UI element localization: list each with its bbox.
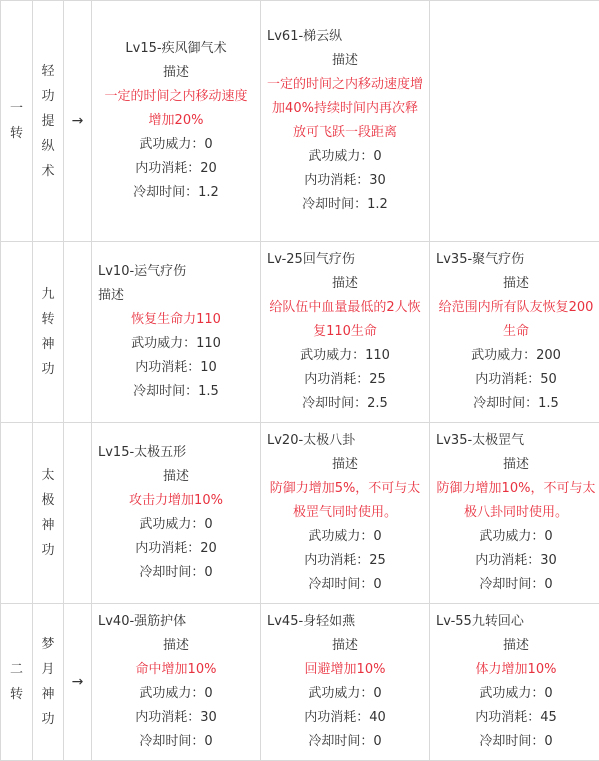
school-cell: [33, 1, 64, 242]
skill-cost: 内功消耗：30: [267, 169, 423, 193]
desc-label: 描述: [98, 465, 254, 489]
school-name: 太极神功: [41, 463, 55, 563]
desc-label: 描述: [100, 61, 252, 85]
skill-cooldown: 冷却时间：0: [267, 573, 423, 597]
desc-label: 描述: [267, 453, 423, 477]
skill-desc: 一定的时间之内移动速度增加20%: [100, 85, 252, 133]
arrow-cell: [64, 604, 92, 761]
skill-desc: 攻击力增加10%: [98, 489, 254, 513]
skill-cost: 内功消耗：30: [436, 549, 596, 573]
school-cell: [33, 242, 64, 423]
skill-power: 武功威力：0: [98, 513, 254, 537]
table-row: [1, 423, 599, 604]
table-row: [1, 242, 599, 423]
rank-label: 二转: [10, 657, 24, 707]
skill-name: Lv15-太极五形: [98, 441, 254, 465]
arrow-cell: [64, 242, 92, 423]
skill-name: Lv35-聚气疗伤: [436, 248, 596, 272]
skill-name: Lv61-梯云纵: [267, 25, 423, 49]
skill-power: 武功威力：0: [98, 682, 254, 706]
skill-desc: 给队伍中血量最低的2人恢复110生命: [267, 296, 423, 344]
school-name: 轻功提纵术: [41, 59, 55, 184]
skill-cooldown: 冷却时间：1.2: [100, 181, 252, 205]
skill-power: 武功威力：0: [436, 525, 596, 549]
skill-name: Lv40-强筋护体: [98, 610, 254, 634]
skill-cooldown: 冷却时间：2.5: [267, 392, 423, 416]
desc-label: 描述: [436, 453, 596, 477]
skill-cell: [92, 423, 261, 604]
skill-desc: 恢复生命力110: [98, 308, 254, 332]
rank-cell: [1, 242, 33, 423]
skill-name: Lv15-疾风御气术: [100, 37, 252, 61]
skill-cell: [261, 1, 430, 242]
skill-cooldown: 冷却时间：1.5: [98, 380, 254, 404]
skill-cell: [92, 1, 261, 242]
skill-cell: [261, 604, 430, 761]
skill-cost: 内功消耗：20: [100, 157, 252, 181]
desc-label: 描述: [267, 634, 423, 658]
arrow-icon: →: [72, 674, 84, 690]
skill-desc: 回避增加10%: [267, 658, 423, 682]
arrow-cell: [64, 423, 92, 604]
rank-cell: [1, 423, 33, 604]
desc-label: 描述: [436, 272, 596, 296]
skill-name: Lv-25回气疗伤: [267, 248, 423, 272]
skill-name: Lv20-太极八卦: [267, 429, 423, 453]
skill-cell: [430, 242, 599, 423]
table-row: [1, 604, 599, 761]
rank-cell: [1, 604, 33, 761]
skill-cost: 内功消耗：25: [267, 549, 423, 573]
skill-power: 武功威力：0: [267, 525, 423, 549]
skill-cost: 内功消耗：40: [267, 706, 423, 730]
skill-desc: 体力增加10%: [436, 658, 596, 682]
desc-label: 描述: [267, 272, 423, 296]
skill-cooldown: 冷却时间：0: [98, 730, 254, 754]
skill-cooldown: 冷却时间：0: [436, 730, 596, 754]
skill-cost: 内功消耗：45: [436, 706, 596, 730]
desc-label: 描述: [436, 634, 596, 658]
skill-desc: 防御力增加5%，不可与太极罡气同时使用。: [267, 477, 423, 525]
skill-power: 武功威力：200: [436, 344, 596, 368]
school-name: 九转神功: [41, 282, 55, 382]
skill-cooldown: 冷却时间：1.5: [436, 392, 596, 416]
skill-power: 武功威力：0: [267, 145, 423, 169]
skill-cooldown: 冷却时间：1.2: [267, 193, 423, 217]
skill-power: 武功威力：0: [267, 682, 423, 706]
skill-name: Lv35-太极罡气: [436, 429, 596, 453]
skill-power: 武功威力：0: [100, 133, 252, 157]
rank-cell: [1, 1, 33, 242]
school-cell: [33, 423, 64, 604]
school-name: 梦月神功: [41, 632, 55, 732]
skill-cooldown: 冷却时间：0: [267, 730, 423, 754]
skill-cooldown: 冷却时间：0: [98, 561, 254, 585]
table-row: [1, 1, 599, 242]
skill-power: 武功威力：110: [267, 344, 423, 368]
rank-label: 一转: [10, 96, 24, 146]
skill-power: 武功威力：0: [436, 682, 596, 706]
skill-cell: [92, 604, 261, 761]
skill-cost: 内功消耗：10: [98, 356, 254, 380]
skill-cell: [430, 604, 599, 761]
skill-desc: 防御力增加10%，不可与太极八卦同时使用。: [436, 477, 596, 525]
skill-desc: 命中增加10%: [98, 658, 254, 682]
skill-cell: [430, 423, 599, 604]
desc-label: 描述: [98, 634, 254, 658]
skill-cost: 内功消耗：50: [436, 368, 596, 392]
desc-label: 描述: [267, 49, 423, 73]
skill-desc: 一定的时间之内移动速度增加40%持续时间内再次释放可飞跃一段距离: [267, 73, 423, 145]
arrow-cell: [64, 1, 92, 242]
skill-cell: [261, 242, 430, 423]
skill-cooldown: 冷却时间：0: [436, 573, 596, 597]
skill-desc: 给范围内所有队友恢复200生命: [436, 296, 596, 344]
skill-name: Lv-55九转回心: [436, 610, 596, 634]
skill-cell-empty: [430, 1, 599, 242]
skill-cell: [261, 423, 430, 604]
skill-cell: [92, 242, 261, 423]
skill-cost: 内功消耗：30: [98, 706, 254, 730]
skill-cost: 内功消耗：25: [267, 368, 423, 392]
desc-label: 描述: [98, 284, 254, 308]
skill-power: 武功威力：110: [98, 332, 254, 356]
skill-cost: 内功消耗：20: [98, 537, 254, 561]
school-cell: [33, 604, 64, 761]
arrow-icon: →: [72, 113, 84, 129]
skill-name: Lv45-身轻如燕: [267, 610, 423, 634]
skill-name: Lv10-运气疗伤: [98, 260, 254, 284]
